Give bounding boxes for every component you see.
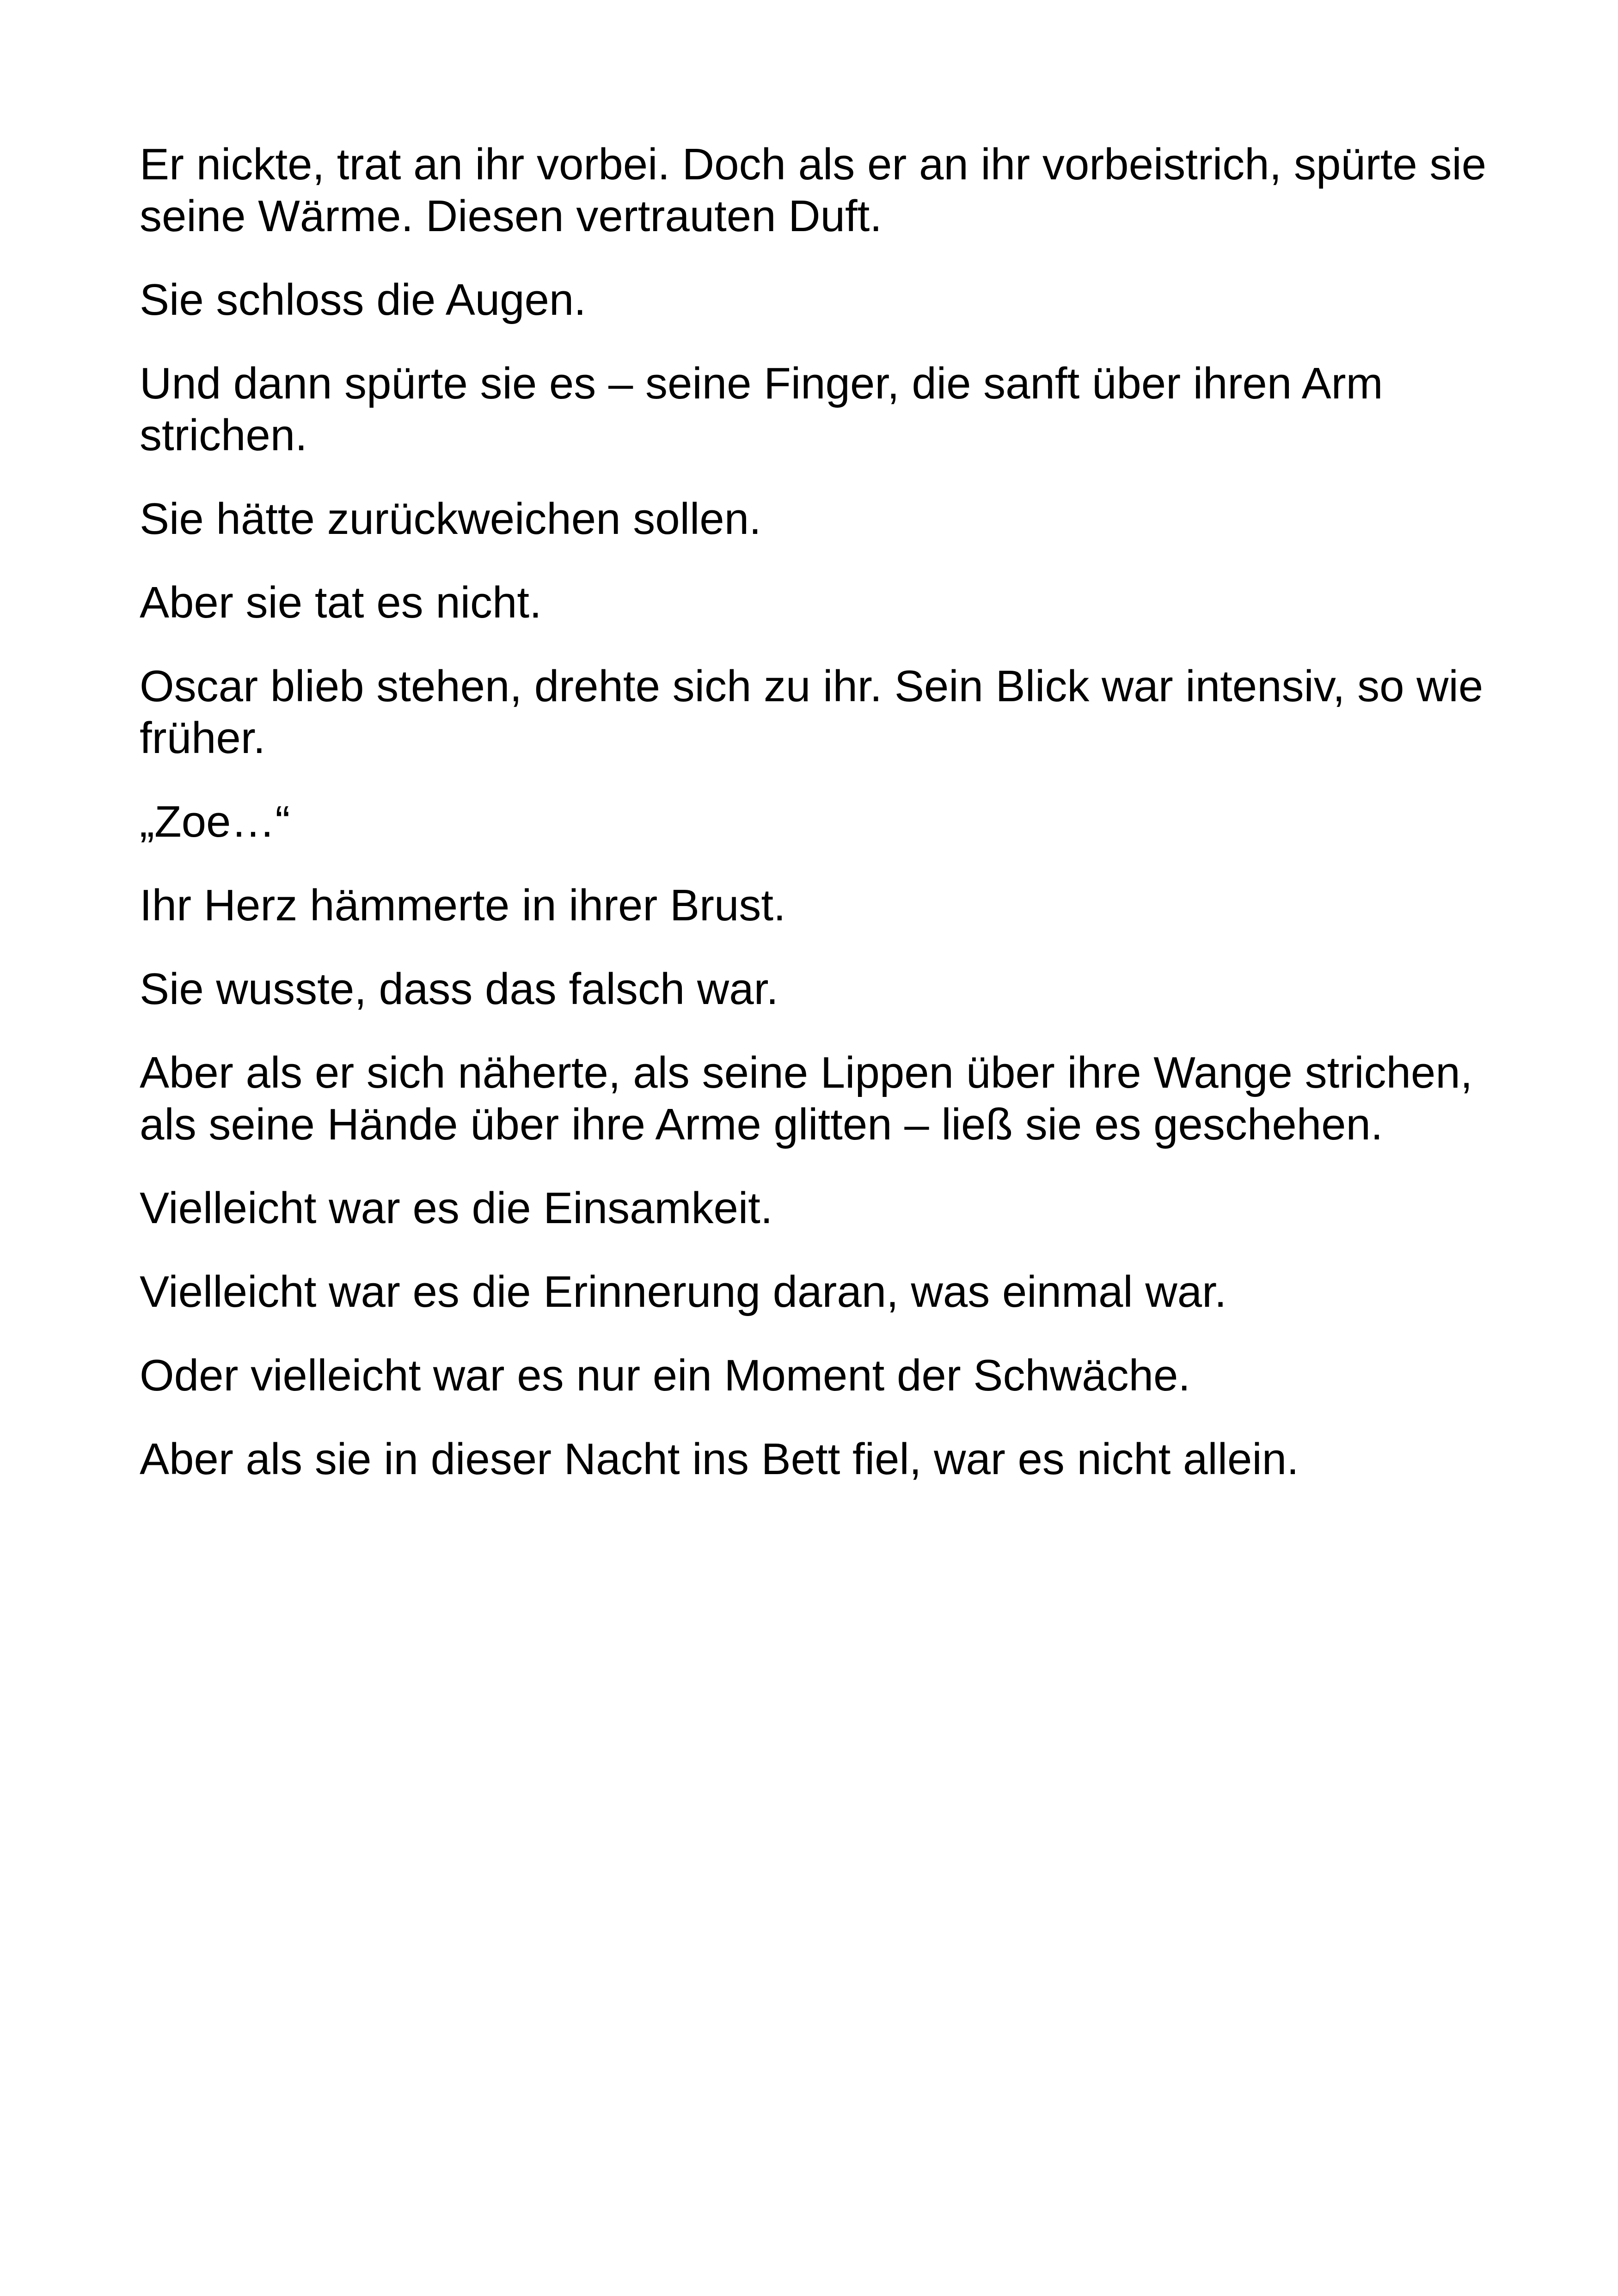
paragraph: Vielleicht war es die Erinnerung daran, was einmal war.	[140, 1267, 1227, 1316]
paragraph: Sie hätte zurückweichen sollen.	[140, 494, 761, 544]
paragraph: Und dann spürte sie es – seine Finger, die sanft über ihren Arm strichen.	[140, 359, 1383, 460]
paragraph: Aber als er sich näherte, als seine Lippen über ihre Wange strichen, als seine Hände über ihre Arme glitten – ließ sie es geschehen.	[140, 1048, 1473, 1149]
paragraph: Oscar blieb stehen, drehte sich zu ihr. Sein Blick war intensiv, so wie früher.	[140, 661, 1483, 763]
paragraph: Er nickte, trat an ihr vorbei. Doch als er an ihr vorbeistrich, spürte sie seine Wärme. Diesen vertrauten Duft.	[140, 140, 1487, 241]
paragraph: Sie wusste, dass das falsch war.	[140, 964, 778, 1014]
paragraph: Sie schloss die Augen.	[140, 275, 586, 325]
paragraph: Aber als sie in dieser Nacht ins Bett fiel, war es nicht allein.	[140, 1434, 1299, 1484]
paragraph: Ihr Herz hämmerte in ihrer Brust.	[140, 881, 786, 930]
paragraph: Aber sie tat es nicht.	[140, 578, 542, 627]
paragraph: Oder vielleicht war es nur ein Moment der Schwäche.	[140, 1351, 1191, 1400]
paragraph: Vielleicht war es die Einsamkeit.	[140, 1183, 773, 1233]
paragraph: „Zoe…“	[140, 797, 290, 846]
body-text	[140, 139, 1489, 1517]
